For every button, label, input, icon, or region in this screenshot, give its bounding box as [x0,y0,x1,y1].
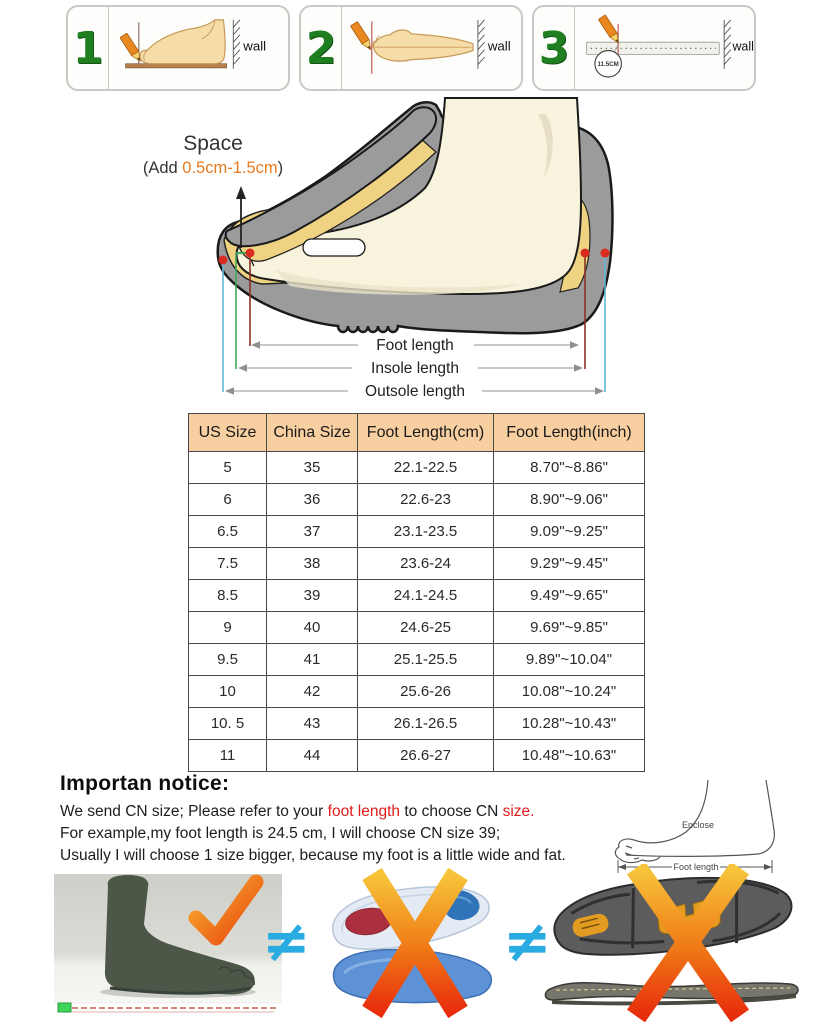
table-cell: 41 [267,644,358,676]
space-title: Space [183,132,243,155]
wall-hatch-icon [478,20,485,69]
table-row [189,580,645,612]
foot-model-image [50,872,288,1018]
table-cell: 42 [267,676,358,708]
table-cell: 40 [267,612,358,644]
space-note: (Add 0.5cm-1.5cm) [142,159,284,177]
notice-line-1: We send CN size; Please refer to your foot length to choose CN size. [60,803,535,820]
foot-top-illustration [373,30,472,61]
table-cell: 7.5 [189,548,267,580]
measuring-steps-row [66,5,756,91]
important-notice [60,772,605,867]
table-cell: 9.69"~9.85" [494,612,645,644]
table-cell: 9.29"~9.45" [494,548,645,580]
step-panel-3 [532,5,756,91]
pencil-icon [350,22,374,52]
table-row [189,708,645,740]
table-cell: 37 [267,516,358,548]
step-panel-2 [299,5,523,91]
outsole-length-label: Outsole length [365,383,465,400]
table-row [189,452,645,484]
table-cell: 10.08"~10.24" [494,676,645,708]
table-cell: 24.6-25 [358,612,494,644]
notice-line-3: Usually I will choose 1 size bigger, because my foot is a little wide and fat. [60,847,566,864]
enclose-label: Enclose [682,820,715,830]
step1-illustration [109,7,288,89]
table-cell: 8.70"~8.86" [494,452,645,484]
table-cell: 10.48"~10.63" [494,740,645,772]
wall-label: wall [243,38,267,54]
outsole-side-view [545,983,798,1006]
size-chart-table [188,413,645,772]
column-header: US Size [189,414,267,452]
wall-hatch-icon [233,20,240,69]
table-cell: 26.1-26.5 [358,708,494,740]
table-cell: 6.5 [189,516,267,548]
measurement-value: 11.5CM [597,61,619,69]
column-header: China Size [267,414,358,452]
step-number: 2 [301,7,342,89]
wall-hatch-icon [724,20,731,69]
table-cell: 11 [189,740,267,772]
column-header: Foot Length(inch) [494,414,645,452]
table-cell: 10. 5 [189,708,267,740]
table-cell: 10.28"~10.43" [494,708,645,740]
foot-length-sketch [590,776,820,876]
step-number: 3 [534,7,575,89]
table-cell: 9.5 [189,644,267,676]
table-cell: 22.1-22.5 [358,452,494,484]
table-cell: 25.6-26 [358,676,494,708]
measuring-tape [58,1003,278,1012]
wall-label: wall [487,38,511,54]
sketch-foot-length-label: Foot length [673,862,719,872]
pencil-icon [120,33,144,63]
table-cell: 23.1-23.5 [358,516,494,548]
column-header: Foot Length(cm) [358,414,494,452]
table-cell: 8.90"~9.06" [494,484,645,516]
table-cell: 10 [189,676,267,708]
insole-length-label: Insole length [371,360,459,377]
table-cell: 22.6-23 [358,484,494,516]
table-header-row [189,414,645,452]
table-cell: 43 [267,708,358,740]
table-cell: 9 [189,612,267,644]
table-cell: 8.5 [189,580,267,612]
table-cell: 9.49"~9.65" [494,580,645,612]
step-panel-1 [66,5,290,91]
outsole-image [540,864,824,1022]
table-cell: 35 [267,452,358,484]
table-cell: 24.1-24.5 [358,580,494,612]
foot-side-illustration [140,20,225,64]
shoe-fit-diagram [100,92,680,412]
insoles-image [316,866,510,1022]
notice-title: Importan notice: [60,772,230,795]
space-arrow-icon [236,186,246,199]
table-cell: 9.89"~10.04" [494,644,645,676]
table-cell: 39 [267,580,358,612]
table-row [189,676,645,708]
foot-length-label: Foot length [376,337,454,354]
not-equal-symbol: ≠ [503,907,552,975]
table-cell: 25.1-25.5 [358,644,494,676]
table-cell: 9.09"~9.25" [494,516,645,548]
step-number: 1 [68,7,109,89]
table-cell: 36 [267,484,358,516]
table-cell: 23.6-24 [358,548,494,580]
table-row [189,612,645,644]
table-row [189,740,645,772]
table-cell: 26.6-27 [358,740,494,772]
not-equal-symbol: ≠ [262,907,311,975]
table-cell: 6 [189,484,267,516]
wall-label: wall [732,39,754,54]
step2-illustration [342,7,521,89]
table-row [189,644,645,676]
table-cell: 44 [267,740,358,772]
notice-line-2: For example,my foot length is 24.5 cm, I will choose CN size 39; [60,825,501,842]
table-row [189,484,645,516]
table-cell: 38 [267,548,358,580]
toe-cap [303,239,365,256]
table-row [189,548,645,580]
step3-illustration [575,7,754,89]
table-row [189,516,645,548]
table-cell: 5 [189,452,267,484]
